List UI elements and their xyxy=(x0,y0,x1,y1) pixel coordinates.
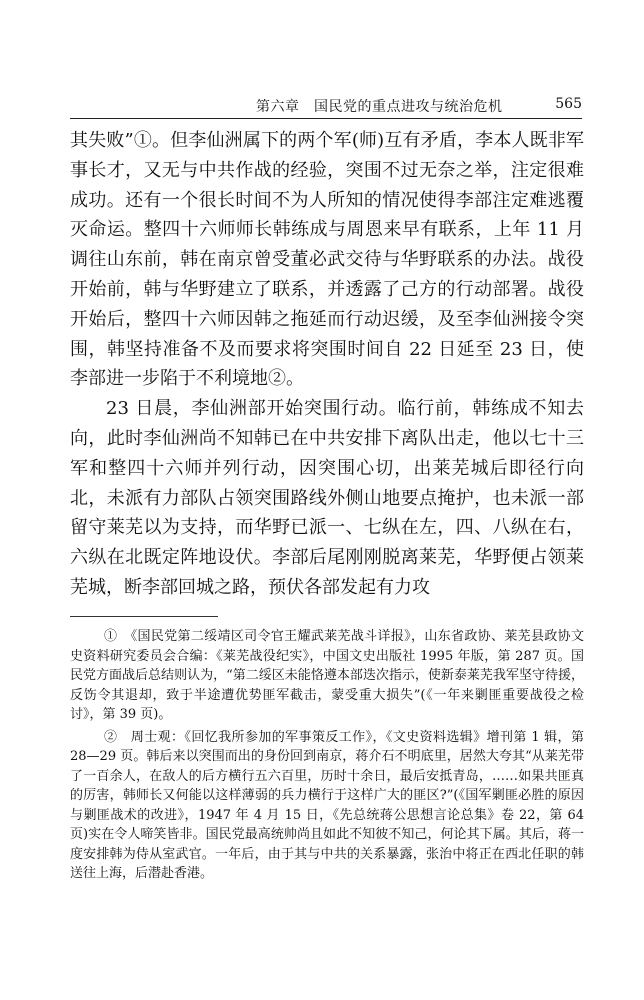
running-header xyxy=(70,94,582,119)
footnote-text: 周士观：《回忆我所参加的军事策反工作》，《文史资料选辑》增刊第 1 辑，第 28—29 页。韩后来以突围而出的身份回到南京，蒋介石不明底里，居然大夸其“从莱芜带了一百余人，在敌人的后方横行五六百里，历时十余日，最后安抵青岛，……如果共匪真的厉害，韩师长又何能以这样薄弱的兵力横行于这样广大的匪区?”(《国军剿匪必胜的原因与剿匪战术的改进》，1947 年 4 月 15 日，《先总统蒋公思想言论总集》卷 22，第 64 页)实在令人啼笑皆非。国民党最高统帅尚且如此不知彼不知己，何论其下属。其后，蒋一度安排韩为侍从室武官。一年后，由于其与中共的关系暴露，张治中将正在西北任职的韩送往上海，后潜赴香港。 xyxy=(70,729,584,881)
footnote-text: 《国民党第二绥靖区司令官王耀武莱芜战斗详报》，山东省政协、莱芜县政协文史资料研究委员会合编：《莱芜战役纪实》，中国文史出版社 1995 年版，第 287 页。国民党方面战后总结则认为，“第二绥区未能恪遵本部迭次指示，使新泰莱芜我军坚守待援，反饬令其退却，致于半途遭优势匪军截击，蒙受重大损失”(《一年来剿匪重要战役之检讨》，第 39 页)。 xyxy=(70,629,584,722)
main-text xyxy=(70,126,584,603)
chapter-title: 第六章 国民党的重点进攻与统治危机 xyxy=(256,99,503,115)
footnotes xyxy=(70,627,584,887)
footnote xyxy=(70,627,584,725)
footnote-marker: ② xyxy=(104,729,118,745)
paragraph: 23 日晨，李仙洲部开始突围行动。临行前，韩练成不知去向，此时李仙洲尚不知韩已在中共安排下离队出走，他以七十三军和整四十六师并列行动，因突围心切，出莱芜城后即径行向北，未派有力部队占领突围路线外侧山地要点掩护，也未派一部留守莱芜以为支持，而华野已派一、七纵在左，四、八纵在右，六纵在北既定阵地设伏。李部后尾刚刚脱离莱芜，华野便占领莱芜城，断李部回城之路，预伏各部发起有力攻 xyxy=(70,398,584,598)
page-number: 565 xyxy=(555,96,582,112)
footnote-separator xyxy=(70,616,218,617)
footnote xyxy=(70,728,584,884)
footnote-marker: ① xyxy=(104,629,118,644)
paragraph: 其失败”①。但李仙洲属下的两个军(师)互有矛盾，李本人既非军事长才，又无与中共作战的经验，突围不过无奈之举，注定很难成功。还有一个很长时间不为人所知的情况使得李部注定难逃覆灭命运。整四十六师师长韩练成与周恩来早有联系，上年 11 月调往山东前，韩在南京曾受董必武交待与华野联系的办法。战役开始前，韩与华野建立了联系，并透露了己方的行动部署。战役开始后，整四十六师因韩之拖延而行动迟缓，及至李仙洲接令突围，韩坚持准备不及而要求将突围时间自 22 日延至 23 日，使李部进一步陷于不利境地②。 xyxy=(70,130,584,390)
